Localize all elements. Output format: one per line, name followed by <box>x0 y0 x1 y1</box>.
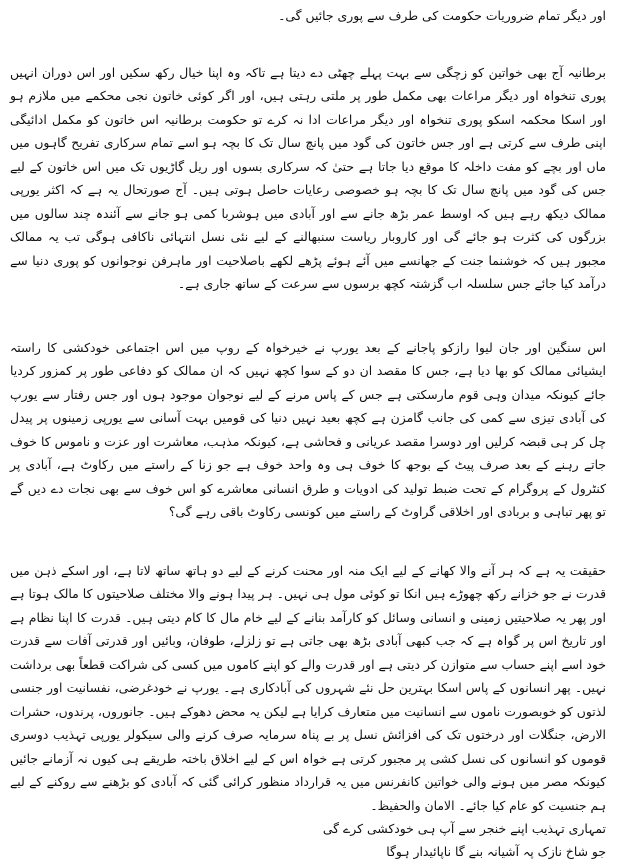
paragraph-reality: حقیقت یہ ہے کہ ہر آنے والا کھانے کے لیے ایک منہ اور محنت کرنے کے لیے دو ہاتھ ساتھ لاتا ہے، اور اسکے ذہن میں قدرت نے جو خزانے رکھ چھوڑے ہیں انکا تو کوئی مول ہی نہیں۔ ہر پیدا ہونے والا مختلف صلاحیتوں کا مالک ہوتا ہے اور پھر یہ صلاحیتیں زمینی و انسانی وسائل کو کارآمد بنانے کے لیے خام مال کا کام دیتی ہیں۔ قدرت کا اپنا نظام ہے اور تاریخ اس پر گواہ ہے کہ جب کبھی آبادی بڑھ بھی جاتی ہے تو زلزلے، طوفان، وبائیں اور قدرتی آفات سے قدرت خود اسے اپنے حساب سے متوازن کر دیتی ہے اور قدرت والے کو اپنے کاموں میں کسی کی شراکت قطعاً بھی برداشت نہیں۔ پھر انسانوں کے پاس اسکا بہترین حل نئے شہروں کی آبادکاری ہے۔ یورپ نے خودغرضی، نفسانیت اور جنسی لذتوں کو خوبصورت ناموں سے انسانیت میں متعارف کرایا ہے لیکن یہ محض دھوکے ہیں۔ جانوروں، پرندوں، حشرات الارض، جنگلات اور درختوں تک کی افزائش نسل پر بے پناہ سرمایہ صرف کرنے والی سیکولر یورپی تہذیب دوسری قوموں کو انسانوں کی نسل کشی پر مجبور کرتی ہے خواہ اس کے لیے اخلاق باختہ طریقے ہی کیوں نہ آزمانے جائیں کیونکہ مصر میں ہونے والی خواتین کانفرنس میں یہ قرارداد منظور کرائی گئی کہ آبادی کو بڑھنے سے روکنے کے لیے ہم جنسیت کو عام کیا جائے۔ الامان والحفیظ۔ <box>10 562 606 813</box>
paragraph-europe-strategy: اس سنگین اور جان لیوا رازکو پاجانے کے بعد یورپ نے خیرخواہ کے روپ میں اس اجتماعی خودکشی کا راستہ ایشیائی ممالک کو بھا دیا ہے، جس کا مقصد ان دو کے سوا کچھ نہیں کہ ان ممالک کو دفاعی طور پر کمزور کردیا جائے کیونکہ میدان وہی قوم مارسکتی ہے جس کے پاس مرنے کے لیے نوجوان موجود ہوں اور جس رفتار سے یورپ کی آبادی تیزی سے کمی کی جانب گامزن ہے کچھ بعید نہیں دنیا کی قومیں بہت آسانی سے یورپی زمینوں پر پیدل چل کر ہی قبضہ کرلیں اور دوسرا مقصد عریانی و فحاشی ہے، کیونکہ مذہب، معاشرت اور عزت و ناموس کا خوف جاتے رہنے کے بعد صرف پیٹ کے بوجھ کا خوف ہی وہ واحد خوف ہے جو زنا کے راستے میں رکاوٹ ہے، آبادی پر کنٹرول کے پروگرام کے تحت ضبط تولید کی ادویات و طرق انسانی معاشرے کو اس خوف سے بھی نجات دے دیں گے تو پھر تباہی و بربادی اور اخلاقی گراوٹ کے راستے میں کونسی رکاوٹ باقی رہے گی؟ <box>10 339 606 519</box>
poem-line-2: جو شاخ نازک پہ آشیانہ بنے گا ناپائیدار ہوگا <box>386 844 606 859</box>
paragraph-britain-maternity: برطانیہ آج بھی خواتین کو زچگی سے بہت پہلے چھٹی دے دیتا ہے تاکہ وہ اپنا خیال رکھ سکیں اور اس دوران انہیں پوری تنخواہ اور دیگر مراعات بھی مکمل طور پر ملتی رہتی ہیں، اور اگر کوئی خاتون نجی محکمے میں ملازم ہو اور اسکا محکمہ اسکو پوری تنخواہ اور دیگر مراعات ادا نہ کرے تو حکومت برطانیہ اس خاتون کو مکمل ادائیگی اپنی طرف سے کرتی ہے اور جس خاتون کی گود میں پانچ سال تک کا بچہ ہو اسے تمام سرکاری تفریح گاہوں میں ماں اور بچے کو مفت داخلہ کا موقع دیا جاتا ہے حتیٰ کہ سرکاری بسوں اور ریل گاڑیوں تک میں اس خاتون کے لیے جس کی گود میں پانچ سال تک کا بچہ ہو خصوصی رعایات حاصل ہوتی ہیں۔ آج صورتحال یہ ہے کہ اکثر یورپی ممالک دیکھ رہے ہیں کہ اوسط عمر بڑھ جانے سے اور آبادی میں ہوشربا کمی ہو جانے سے آئندہ چند سالوں میں بزرگوں کی کثرت ہو جائے گی اور کاروبار ریاست سنبھالنے کے لیے نئی نسل انتہائی ناکافی ہوگی تب یہ ممالک مجبور ہیں کہ خوشنما جنت کے جھانسے میں آئے ہوئے پڑھے لکھے باصلاحیت اور ماہرفن نوجوانوں کو پوری دنیا سے درآمد کیا جائے جس سلسلہ اب گزشتہ کچھ برسوں سے سرعت کے ساتھ جاری ہے۔ <box>10 64 606 291</box>
paragraph-lead: اور دیگر تمام ضروریات حکومت کی طرف سے پوری جائیں گی۔ <box>278 8 606 23</box>
poem-couplet <box>10 817 606 863</box>
poem-line-1: تمہاری تہذیب اپنے خنجر سے آپ ہی خودکشی کرے گی <box>322 821 606 836</box>
